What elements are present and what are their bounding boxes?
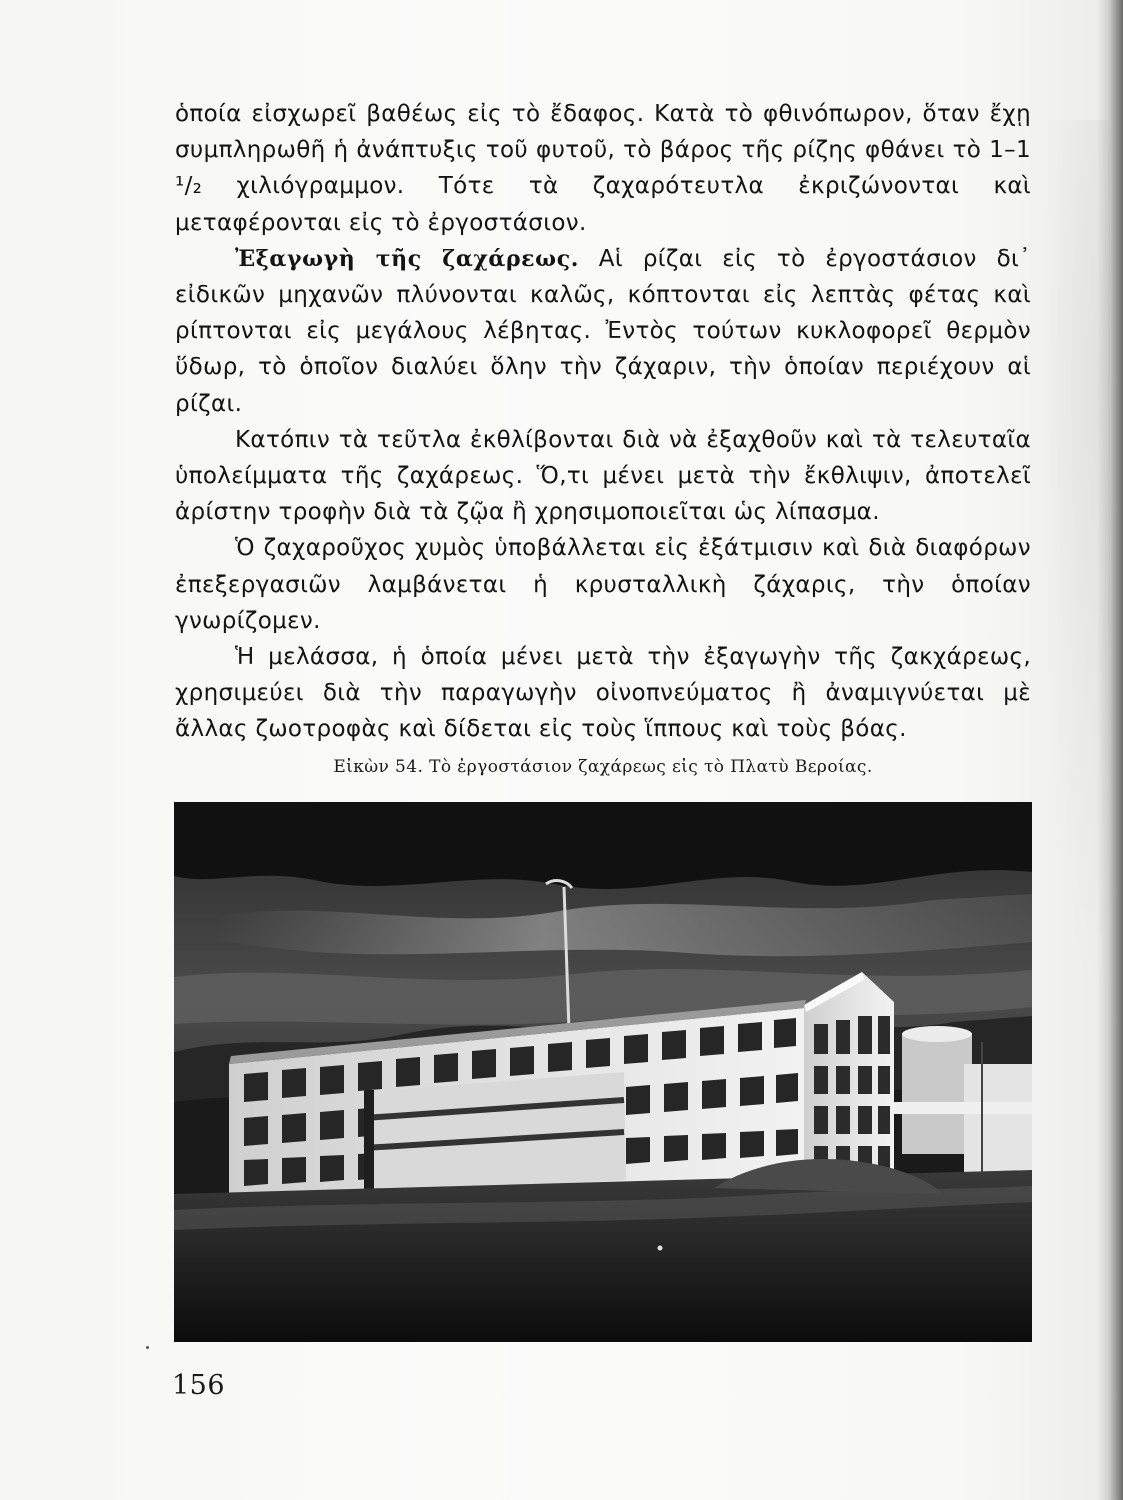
- page-number: 156: [172, 1370, 226, 1401]
- factory-photo-illustration: [174, 802, 1032, 1342]
- body-text: [175, 96, 1031, 748]
- tank-top: [902, 1026, 972, 1042]
- figure-caption: Εἰκὼν 54. Τὸ ἐργοστάσιον ζαχάρεως εἰς τὸ Πλατὺ Βεροίας.: [333, 757, 873, 777]
- side-band: [894, 1102, 1032, 1114]
- binding-edge-shadow: [1097, 0, 1123, 1500]
- paragraph-2-text: Αἱ ρίζαι εἰς τὸ ἐργοστάσιον δι᾿ εἰδικῶν μηχανῶν πλύνονται καλῶς, κόπτονται εἰς λεπτὰς φέτας καὶ ρίπτονται εἰς μεγάλους λέβητας. Ἐντὸς τούτων κυκλοφορεῖ θερμὸν ὕδωρ, τὸ ὁποῖον διαλύει ὅλην τὴν ζάχαριν, τὴν ὁποίαν περιέχουν αἱ ρίζαι.: [175, 245, 1031, 417]
- entrance-pillar: [364, 1090, 374, 1196]
- dust-speck: [146, 1346, 149, 1349]
- side-structure: [964, 1064, 1032, 1172]
- photo-speck: [658, 1246, 663, 1251]
- paragraph-5: Ἡ μελάσσα, ἡ ὁποία μένει μετὰ τὴν ἐξαγωγὴν τῆς ζακχάρεως, χρησιμεύει διὰ τὴν παραγωγὴν οἰνοπνεύματος ἢ ἀναμιγνύεται μὲ ἄλλας ζωοτροφὰς καὶ δίδεται εἰς τοὺς ἵππους καὶ τοὺς βόας.: [175, 644, 1031, 743]
- factory-photo: [174, 802, 1032, 1342]
- dark-cloud-band: [174, 802, 1032, 889]
- section-heading-sugar-extraction: Ἐξαγωγὴ τῆς ζαχάρεως.: [235, 245, 579, 272]
- paragraph-2: [175, 241, 1031, 422]
- paragraph-4: Ὁ ζαχαροῦχος χυμὸς ὑποβάλλεται εἰς ἐξάτμισιν καὶ διὰ διαφόρων ἐπεξεργασιῶν λαμβάνεται ἡ κρυσταλλικὴ ζάχαρις, τὴν ὁποίαν γνωρίζομεν.: [175, 535, 1031, 634]
- paragraph-3: Κατόπιν τὰ τεῦτλα ἐκθλίβονται διὰ νὰ ἐξαχθοῦν καὶ τὰ τελευταῖα ὑπολείμματα τῆς ζαχάρεως. Ὅ,τι μένει μετὰ τὴν ἔκθλιψιν, ἀποτελεῖ ἀρίστην τροφὴν διὰ τὰ ζῷα ἢ χρησιμοποιεῖται ὡς λίπασμα.: [175, 426, 1031, 526]
- storage-tank: [902, 1034, 972, 1154]
- paragraph-1: ὁποία εἰσχωρεῖ βαθέως εἰς τὸ ἔδαφος. Κατὰ τὸ φθινόπωρον, ὅταν ἔχῃ συμπληρωθῆ ἡ ἀνάπτυξις τοῦ φυτοῦ, τὸ βάρος τῆς ρίζης φθάνει τὸ 1–1 ¹/₂ χιλιόγραμμον. Τότε τὰ ζαχαρότευτλα ἐκριζώνονται καὶ μεταφέρονται εἰς τὸ ἐργοστάσιον.: [175, 101, 1031, 236]
